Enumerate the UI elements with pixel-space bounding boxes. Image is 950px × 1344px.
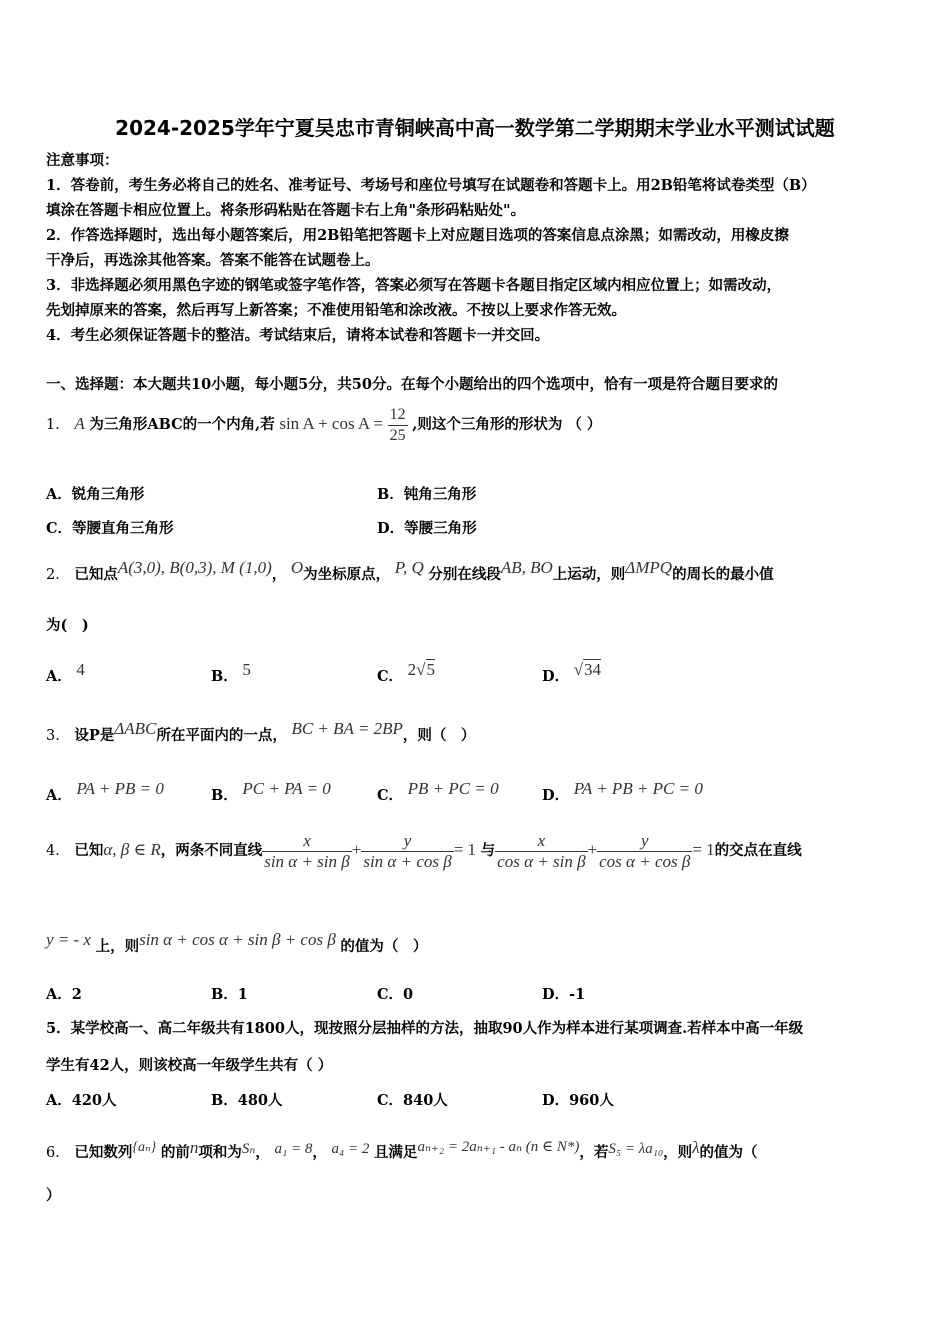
math-var: P, Q — [394, 558, 424, 577]
fraction — [262, 831, 352, 872]
notice-line: 1．答卷前，考生务必将自己的姓名、准考证号、考场号和座位号填写在试题卷和答题卡上。用2B铅笔将试卷类型（B） — [46, 177, 816, 194]
question-text: ，若 — [579, 1144, 609, 1161]
question-text: 已知 — [74, 842, 104, 859]
math-var: n — [189, 1138, 199, 1157]
question-number: 6． — [46, 1145, 70, 1161]
option-b — [211, 660, 251, 687]
question-text: 上运动，则 — [552, 566, 626, 583]
option-a: A．2 — [46, 986, 82, 1003]
notice-line: 干净后，再选涂其他答案。答案不能答在试题卷上。 — [46, 252, 380, 269]
math-var: λ — [692, 1138, 700, 1157]
math-expr: BC + BA = 2BP — [291, 719, 403, 738]
option-c: C．等腰直角三角形 — [46, 520, 174, 537]
math-expr: a₄ = 2 — [331, 1141, 370, 1157]
radicand: 34 — [584, 660, 602, 679]
option-label: D． — [542, 668, 570, 685]
notice-line: 填涂在答题卡相应位置上。将条形码粘贴在答题卡右上角"条形码粘贴处"。 — [46, 202, 526, 219]
fraction-numerator: x — [303, 830, 311, 850]
math-expr: ΔMPQ — [625, 558, 673, 577]
option-d — [542, 660, 601, 687]
section-heading: 一、选择题：本大题共10小题，每小题5分，共50分。在每个小题给出的四个选项中，恰有一项是符合题目要求的 — [46, 376, 778, 393]
option-c — [377, 779, 499, 806]
question-number: 4． — [46, 843, 70, 859]
option-a — [46, 779, 164, 806]
option-label: B． — [211, 668, 238, 685]
math-expr: a₁ = 8 — [274, 1141, 313, 1157]
question-text: 设P是 — [74, 727, 115, 744]
question-text: 项和为 — [198, 1144, 242, 1161]
math-expr: A(3,0), B(0,3), M (1,0) — [117, 558, 272, 577]
option-value: PC + PA = 0 — [242, 779, 331, 798]
option-d: D．960人 — [542, 1092, 614, 1109]
math-expr: α, β ∈ R — [103, 840, 161, 859]
math-op: + — [587, 840, 598, 859]
question-text: 上，则 — [95, 938, 140, 955]
option-label: D． — [542, 787, 570, 804]
notice-line: 4．考生必须保证答题卡的整洁。考试结束后，请将本试卷和答题卡一并交回。 — [46, 327, 550, 344]
option-c — [377, 660, 435, 687]
math-var: A — [74, 414, 85, 433]
option-value: PA + PB + PC = 0 — [573, 779, 703, 798]
notice-line: 先划掉原来的答案，然后再写上新答案；不准使用铅笔和涂改液。不按以上要求作答无效。 — [46, 302, 626, 319]
question-text: 已知数列 — [74, 1144, 133, 1161]
fraction — [495, 831, 587, 872]
fraction-denominator: 25 — [389, 426, 406, 444]
question-text: ， — [255, 1144, 270, 1161]
question-1 — [46, 404, 601, 446]
math-op: + — [351, 840, 362, 859]
math-expr: sin α + cos α + sin β + cos β — [139, 930, 336, 949]
question-text: 已知点 — [74, 566, 118, 583]
fraction-denominator: cos α + cos β — [599, 851, 691, 871]
fraction-numerator: x — [537, 830, 546, 850]
option-a: A．420人 — [46, 1092, 117, 1109]
question-5: 5．某学校高一、高二年级共有1800人，现按照分层抽样的方法，抽取90人作为样本进行某项调查.若样本中高一年级 — [46, 1020, 804, 1037]
question-text: ， — [271, 566, 287, 583]
question-number: 3． — [46, 728, 70, 744]
question-text: 的前 — [160, 1144, 190, 1161]
option-label: B． — [211, 787, 238, 804]
question-text: 分别在线段 — [428, 566, 501, 583]
math-op: = 1 — [453, 840, 477, 859]
fraction-denominator: cos α + sin β — [497, 851, 586, 871]
option-d: D．等腰三角形 — [377, 520, 477, 537]
question-text: 所在平面内的一点， — [156, 727, 287, 744]
option-c: C．840人 — [377, 1092, 448, 1109]
option-b: B．钝角三角形 — [377, 486, 477, 503]
math-op: = 1 — [692, 840, 715, 859]
math-expr: ΔABC — [114, 719, 157, 738]
fraction — [361, 831, 453, 872]
option-c: C．0 — [377, 986, 414, 1003]
question-text: ,则这个三角形的形状为 （ ） — [412, 416, 602, 433]
math-expr: {aₙ} — [132, 1140, 157, 1155]
option-label: A． — [46, 668, 72, 685]
option-b: B．480人 — [211, 1092, 283, 1109]
question-text: 且满足 — [373, 1144, 418, 1161]
math-var: O — [290, 558, 304, 577]
question-text: 为三角形ABC的一个内角,若 — [89, 416, 275, 433]
option-label: A． — [46, 787, 72, 804]
option-a — [46, 660, 85, 687]
math-expr: y = - x — [46, 930, 91, 949]
question-4 — [46, 830, 802, 872]
question-text: ， — [312, 1144, 327, 1161]
option-value: 4 — [76, 660, 85, 679]
question-text: 的交点在直线 — [714, 842, 802, 859]
option-b — [211, 779, 331, 806]
question-number: 1． — [46, 417, 70, 433]
notice-line: 2．作答选择题时，选出每小题答案后，用2B铅笔把答题卡上对应题目选项的答案信息点涂黑；如需改动，用橡皮擦 — [46, 227, 789, 244]
question-text: 的值为（ ） — [340, 938, 428, 955]
math-expr: sin A + cos A = — [279, 414, 384, 433]
question-2 — [46, 558, 774, 585]
fraction-denominator: sin α + sin β — [264, 851, 350, 871]
fraction — [388, 405, 408, 446]
option-label: C． — [377, 787, 404, 804]
option-value: PB + PC = 0 — [407, 779, 499, 798]
math-expr: aₙ₊₂ = 2aₙ₊₁ - aₙ (n ∈ N*) — [417, 1139, 580, 1155]
page-title: 2024-2025学年宁夏吴忠市青铜峡高中高一数学第二学期期末学业水平测试试题 — [115, 116, 835, 140]
question-6 — [46, 1137, 758, 1163]
option-value: 5 — [242, 660, 251, 679]
option-d: D．-1 — [542, 986, 586, 1003]
fraction-numerator: y — [640, 830, 649, 850]
math-expr: S₅ = λa₁₀ — [608, 1141, 664, 1157]
option-d — [542, 779, 703, 806]
question-5-cont: 学生有42人，则该校高一年级学生共有（ ） — [46, 1057, 333, 1074]
fraction — [597, 831, 692, 872]
fraction-numerator: 12 — [389, 405, 406, 423]
notice-line: 3．非选择题必须用黑色字迹的钢笔或签字笔作答，答案必须写在答题卡各题目指定区域内相应位置上；如需改动， — [46, 277, 782, 294]
option-label: C． — [377, 668, 404, 685]
question-number: 2． — [46, 567, 70, 583]
option-a: A．锐角三角形 — [46, 486, 145, 503]
question-text: ） — [46, 1187, 61, 1204]
option-b: B．1 — [211, 986, 248, 1003]
option-value: 2√5 — [407, 660, 435, 679]
question-text: ，两条不同直线 — [160, 842, 263, 859]
question-text: 为( ) — [46, 617, 89, 634]
question-text: 与 — [480, 842, 496, 859]
radicand: 5 — [426, 660, 435, 679]
question-3 — [46, 719, 475, 746]
fraction-denominator: sin α + cos β — [363, 851, 452, 871]
option-value: PA + PB = 0 — [76, 779, 164, 798]
notice-heading: 注意事项： — [46, 152, 119, 169]
math-expr: AB, BO — [500, 558, 553, 577]
math-expr: Sₙ — [241, 1141, 256, 1157]
question-text: 为坐标原点， — [303, 566, 391, 583]
question-text: ，则 — [663, 1144, 693, 1161]
fraction-numerator: y — [403, 830, 412, 850]
question-text: 的值为（ — [699, 1144, 758, 1161]
question-text: ，则（ ） — [402, 727, 476, 744]
coefficient: 2 — [407, 660, 417, 679]
option-value: √34 — [573, 660, 602, 679]
question-4-cont — [46, 930, 427, 957]
question-text: 的周长的最小值 — [672, 566, 774, 583]
